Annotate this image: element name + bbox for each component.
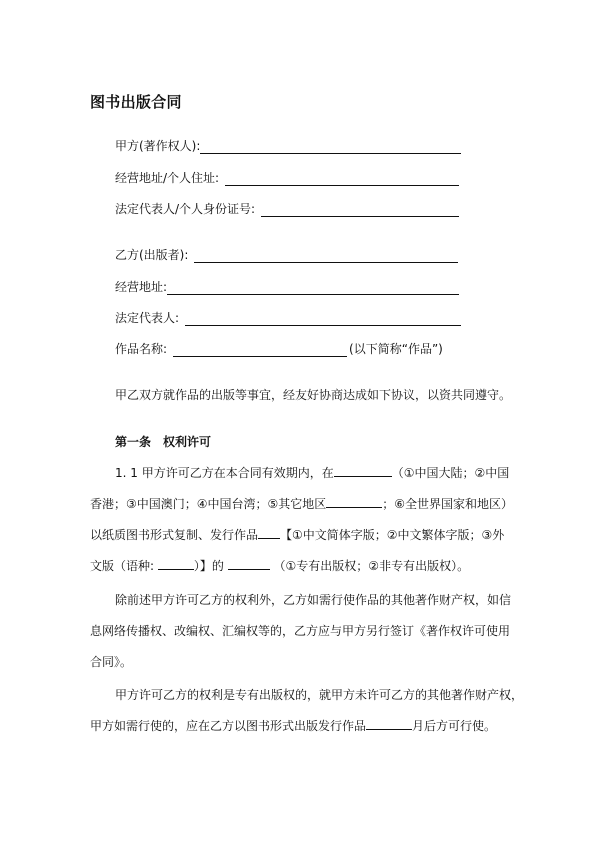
- paragraph-3-line-2: [90, 717, 496, 734]
- article-1-heading: 第一条 权利许可: [115, 435, 212, 449]
- clause-text: （①专有出版权；②非专有出版权）。: [273, 559, 470, 573]
- months-blank[interactable]: [366, 718, 412, 730]
- party-a-rep-label: 法定代表人/个人身份证号:: [115, 202, 256, 216]
- paragraph-3-line-1: 甲方许可乙方的权利是专有出版权的，就甲方未许可乙方的其他著作财产权，: [115, 688, 524, 702]
- party-a-address-field: [115, 169, 459, 186]
- work-name-blank[interactable]: [173, 345, 347, 357]
- clause-text: 甲方如需行使的，应在乙方以图书形式出版发行作品: [90, 719, 367, 733]
- clause-1-1-line-4: [90, 557, 469, 574]
- party-b-address-blank[interactable]: [167, 283, 459, 295]
- party-a-name-label: 甲方(著作权人):: [115, 139, 201, 153]
- party-a-name-field: [115, 137, 461, 154]
- party-a-name-blank[interactable]: [200, 142, 461, 154]
- clause-text: 文版（语种:: [90, 559, 155, 573]
- paragraph-2-line-1: 除前述甲方许可乙方的权利外，乙方如需行使作品的其他著作财产权，如信: [115, 593, 512, 607]
- other-region-blank[interactable]: [326, 496, 382, 508]
- clause-1-1-line-1: [115, 464, 509, 481]
- clause-text: ）】的: [193, 559, 224, 573]
- clause-1-1-line-3: [90, 526, 504, 543]
- right-type-blank[interactable]: [228, 558, 270, 570]
- clause-text: 以纸质图书形式复制、发行作品: [90, 528, 259, 542]
- clause-text: 香港；③中国澳门；④中国台湾；⑤其它地区: [90, 497, 327, 511]
- version-blank[interactable]: [258, 527, 280, 539]
- party-b-rep-label: 法定代表人:: [115, 311, 180, 325]
- work-short-note: (以下简称“作品”): [349, 342, 443, 356]
- party-b-rep-blank[interactable]: [185, 314, 461, 326]
- work-name-field: [115, 340, 443, 357]
- party-b-name-field: [115, 246, 458, 263]
- paragraph-2-line-3: 合同》。: [90, 655, 133, 669]
- party-a-rep-blank[interactable]: [261, 205, 459, 217]
- clause-text: 1. 1 甲方许可乙方在本合同有效期内，在: [115, 466, 334, 480]
- language-blank[interactable]: [158, 558, 194, 570]
- region-blank[interactable]: [334, 465, 392, 477]
- document-title: 图书出版合同: [90, 93, 182, 111]
- clause-text: （①中国大陆；②中国: [391, 466, 510, 480]
- intro-paragraph: 甲乙双方就作品的出版等事宜，经友好协商达成如下协议，以资共同遵守。: [115, 388, 512, 402]
- party-b-name-label: 乙方(出版者):: [115, 248, 189, 262]
- party-b-name-blank[interactable]: [194, 251, 458, 263]
- party-a-address-label: 经营地址/个人住址:: [115, 171, 220, 185]
- party-b-address-label: 经营地址:: [115, 280, 168, 294]
- work-name-label: 作品名称:: [115, 342, 168, 356]
- clause-text: 月后方可行使。: [412, 719, 497, 733]
- clause-1-1-line-2: [90, 495, 513, 512]
- paragraph-2-line-2: 息网络传播权、改编权、汇编权等的，乙方应与甲方另行签订《著作权许可使用: [90, 624, 511, 638]
- party-b-address-field: [115, 278, 459, 295]
- clause-text: ；⑥全世界国家和地区）: [382, 497, 514, 511]
- clause-text: 【①中文简体字版；②中文繁体字版；③外: [280, 528, 505, 542]
- party-a-rep-field: [115, 200, 459, 217]
- party-b-rep-field: [115, 309, 461, 326]
- party-a-address-blank[interactable]: [225, 174, 459, 186]
